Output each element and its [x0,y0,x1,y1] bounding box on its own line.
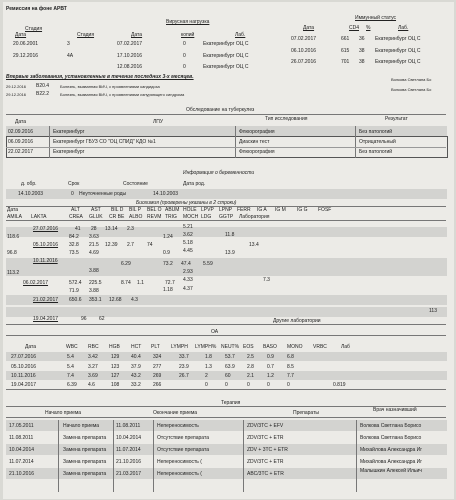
pregnancy-date: 14.10.2003 [18,191,44,197]
oa-col-date: Дата [25,344,37,350]
pregnancy-term: 0 [71,191,74,197]
biochem-value: 21.5 [89,242,99,248]
pregnancy-state: Неуточненные роды [79,191,127,197]
tb-lpu-header: ЛПУ [153,119,164,125]
biochem-col-moch: MOCH [183,214,199,220]
oa-cell: 60 [225,373,231,379]
oa-cell: 0 [267,382,270,388]
biochem-value: 3.88 [89,268,99,274]
viral-load-title: Вирусная нагрузка [166,19,210,25]
biochem-title: Биохимия (проверены указаны в 2 строки) [136,200,237,206]
viral-load-lab: Екатеринбург ОЦ С [203,64,249,70]
stage-header: Стадия [25,26,43,32]
oa-cell: 0.819 [333,382,346,388]
pregnancy-birth-header: Дата род. [183,181,206,187]
biochem-col-trig: TRIG [165,214,177,220]
biochem-value: 74 [147,242,153,248]
medical-record-page [3,2,454,499]
biochem-value: 8.74 [121,280,131,286]
oa-cell: 269 [153,373,162,379]
biochem-col-date: Дата [7,207,19,213]
pregnancy-date-header: д. обр. [21,181,37,187]
oa-cell: 8.5 [287,364,294,370]
tb-row-date: 06.09.2016 [8,139,34,145]
therapy-start-date: 21.10.2016 [9,471,35,477]
disease-code: B22.2 [36,91,50,97]
immune-cd4: 661 [341,36,350,42]
therapy-doctor: Михайлова Александра Иг [360,459,423,465]
oa-cell: 129 [111,354,120,360]
biochem-row-date: 21.02.2017 [33,297,59,303]
oa-col-mono: MONO [287,344,303,350]
immune-lab-header: Лаб. [398,25,409,31]
oa-col-vrbc: VRBC [313,344,327,350]
other-labs-value: 113 [429,308,437,314]
biochem-col-hole: HOLE [183,207,197,213]
therapy-start-date: 11.08.2011 [9,435,34,441]
biochem-value: 4.3 [131,297,138,303]
biochem-value: 72.7 [165,280,175,286]
therapy-start-reason: Замена препарата [63,471,107,477]
biochem-value: 7.3 [263,277,270,283]
biochem-value: 3.62 [183,232,193,238]
biochem-value: 118.6 [7,234,20,240]
viral-load-date-header: Дата [131,32,143,38]
oa-cell: 127 [111,373,120,379]
oa-col-neut-pct: NEUT% [221,344,240,350]
oa-col-baso: BASO [263,344,277,350]
oa-cell: 37.9 [131,364,141,370]
tb-row-lpu: Екатеринбург [53,149,85,155]
therapy-end-date: 11.08.2011 [116,423,141,429]
tb-row-type: Флюорография [239,149,275,155]
biochem-col-fosf: FOSF [318,207,332,213]
biochem-value: 4.45 [183,248,193,254]
biochem-value: 41 [75,226,81,232]
therapy-end-reason: Непереносимость ( [157,471,202,477]
therapy-doctor: Волкова Светлана Борисо [360,435,422,441]
therapy-doctor-header: Врач назначивший [373,407,417,413]
therapy-start-reason: Замена препарата [63,447,107,453]
oa-cell: 3.42 [88,354,98,360]
therapy-start-reason: Замена препарата [63,459,107,465]
oa-cell: 19.04.2017 [11,382,37,388]
immune-pct-header: % [366,25,371,31]
oa-col-lymph-pct: LYMPH% [195,344,217,350]
biochem-col-lab: Лаборатория [239,214,270,220]
biochem-value: 6.29 [121,261,131,267]
therapy-start-date: 11.07.2014 [9,459,34,465]
oa-cell: 40.4 [131,354,141,360]
oa-cell: 123 [111,364,120,370]
viral-load-date: 17.10.2016 [117,53,143,59]
tb-row-date: 22.02.2017 [8,149,34,155]
biochem-value: 73.5 [69,250,79,256]
remission-date-header: Дата [15,32,27,38]
therapy-doctor: Волкова Светлана Борисо [360,423,422,429]
immune-date: 06.10.2016 [291,48,317,54]
remission-title: Ремиссия на фоне АРВТ [6,6,67,12]
biochem-col-ferr: FERR [237,207,251,213]
immune-pct: 38 [359,59,365,65]
remission-row-date: 29.12.2016 [13,53,39,59]
biochem-value: 5.18 [183,240,193,246]
therapy-doctor: Малышкин Алексей Ильич [360,468,422,474]
biochem-col-igg: IG G [297,207,308,213]
stage-header-2: Стадия [77,32,95,38]
viral-load-copies: 0 [183,53,186,59]
pregnancy-title: Информация о беременности [183,170,255,176]
biochem-row-date: 06.02.2017 [23,280,49,286]
oa-cell: 1.8 [205,354,212,360]
therapy-end-reason: Отсутствие препарата [157,447,209,453]
viral-load-date: 12.08.2016 [117,64,143,70]
biochem-col-lakta: LAKTA [31,214,47,220]
biochem-value: 4.33 [183,277,193,283]
biochem-value: 0.9 [163,250,170,256]
therapy-end-date: 10.04.2014 [116,435,142,441]
oa-cell: 63.9 [225,364,235,370]
therapy-drugs: ZDV/3TC + ETR [247,459,284,465]
disease-date: 29.12.2016 [6,92,27,97]
oa-col-lab: Лаб [341,344,350,350]
immune-status-title: Иммунный статус [355,15,397,21]
therapy-drugs-header: Препараты [293,410,319,416]
biochem-value: 1.18 [163,287,173,293]
biochem-value: 96 [81,316,87,322]
biochem-col-cr-be: CR BE [109,214,125,220]
immune-lab: Екатеринбург ОЦ С [375,59,421,65]
biochem-value: 3.88 [89,288,99,294]
therapy-doctor: Михайлова Александра Иг [360,447,423,453]
oa-col-hgb: HGB [109,344,120,350]
biochem-col-igm: IG M [275,207,286,213]
immune-lab: Екатеринбург ОЦ С [375,48,421,54]
therapy-start-reason: Начало приема [63,423,100,429]
therapy-start-date: 17.05.2011 [9,423,34,429]
biochem-value: 2.93 [183,269,193,275]
oa-cell: 2.1 [247,373,254,379]
therapy-end-header: Окончание приема [153,410,198,416]
biochem-value: 4.69 [89,250,99,256]
biochem-value: 2.7 [127,242,134,248]
diseases-title: Впервые заболевания, установленные в течение последних 3-х месяцев. [6,74,194,80]
biochem-row-date: 27.07.2016 [33,226,59,232]
oa-col-lymph: LYMPH [171,344,188,350]
biochem-value: 1.24 [163,234,173,240]
biochem-value: 650.6 [69,297,82,303]
immune-cd4: 615 [341,48,350,54]
viral-load-copies: 0 [183,64,186,70]
therapy-end-date: 11.07.2014 [116,447,141,453]
immune-cd4: 701 [341,59,350,65]
viral-load-copies: 0 [183,41,186,47]
biochem-col-amila: AMILA [7,214,23,220]
biochem-value: 3.63 [89,234,99,240]
oa-cell: 43.2 [131,373,141,379]
oa-cell: 277 [153,364,162,370]
biochem-value: 572.4 [69,280,82,286]
oa-cell: 53.7 [225,354,235,360]
biochem-value: 4.37 [183,286,193,292]
biochem-value: 5.21 [183,224,193,230]
pregnancy-state-header: Состояние [123,181,148,187]
therapy-drugs: ZDV/3TC + EFV [247,423,284,429]
remission-row-stage: 4А [67,53,74,59]
immune-date-header: Дата [303,25,315,31]
therapy-drugs: ZDV + 3TC + ETR [247,447,288,453]
oa-col-wbc: WBC [66,344,78,350]
therapy-drugs: ABC/3TC + ETR [247,471,284,477]
oa-col-plt: PLT [151,344,160,350]
therapy-end-reason: Непереносимость ( [157,459,202,465]
oa-cell: 0 [247,382,250,388]
biochem-value: 1.1 [137,280,144,286]
oa-cell: 0.7 [267,364,274,370]
biochem-value: 353.1 [89,297,102,303]
oa-cell: 33.2 [131,382,141,388]
biochem-row-date: 05.10.2016 [33,242,59,248]
oa-cell: 0 [287,382,290,388]
tb-row-result: Без патологий [359,149,393,155]
tb-row-type: Флюорография [239,129,275,135]
biochem-value: 13.14 [105,226,118,232]
disease-text: Болезнь, вызванная ВИЧ, с проявлениями изнуряющего синдрома [60,92,185,97]
oa-cell: 1.3 [205,364,212,370]
oa-title: ОА [211,329,219,335]
biochem-col-crea: CREA [69,214,83,220]
biochem-col-lpvp: LPVP [201,207,214,213]
oa-cell: 2.8 [247,364,254,370]
therapy-end-date: 21.10.2016 [116,459,142,465]
tb-result-header: Результат [385,116,408,122]
biochem-value: 113.2 [7,270,20,276]
viral-load-copies-header: копий [181,32,195,38]
biochem-value: 13.4 [249,242,259,248]
oa-cell: 10.11.2016 [11,373,36,379]
oa-cell: 7.7 [287,373,294,379]
oa-col-eos: EOS [243,344,254,350]
biochem-value: 62 [99,316,105,322]
therapy-end-reason: Отсутствие препарата [157,435,209,441]
biochem-col-albo: ALBO [129,214,143,220]
therapy-start-reason: Замена препарата [63,435,107,441]
oa-cell: 05.10.2016 [11,364,37,370]
oa-cell: 26.7 [179,373,189,379]
oa-cell: 3.27 [88,364,98,370]
biochem-col-abum: ABUM [165,207,180,213]
biochem-value: 11.8 [225,232,235,238]
biochem-value: 71.9 [69,288,79,294]
oa-cell: 27.07.2016 [11,354,37,360]
disease-text: Болезнь, вызванная ВИЧ, с проявлениями кандидоза [60,84,160,89]
disease-doctor: Волкова Светлана Бо [391,87,432,92]
therapy-start-header: Начало приема [45,410,82,416]
biochem-row-date: 10.11.2016 [33,258,58,264]
oa-cell: 4.6 [88,382,95,388]
disease-doctor: Волкова Светлана Бо [391,77,432,82]
oa-cell: 5.4 [67,364,74,370]
oa-cell: 6.39 [67,382,77,388]
immune-date: 26.07.2016 [291,59,317,65]
oa-cell: 6.8 [287,354,294,360]
tb-row-type: Диаскин тест [239,139,270,145]
tb-title: Обследование на туберкулез [186,107,255,113]
biochem-col-gluk: GLUK [89,214,103,220]
biochem-row-date: 19.04.2017 [33,316,59,322]
oa-cell: 0 [225,382,228,388]
therapy-drugs: ZDV/3TC + ETR [247,435,284,441]
oa-cell: 0 [205,382,208,388]
biochem-col-bil-p: BIL P [129,207,142,213]
biochem-value: 47.4 [181,261,191,267]
immune-cd4-header: CD4 [349,25,360,31]
oa-cell: 7.4 [67,373,74,379]
remission-row-date: 20.06.2001 [13,41,39,47]
biochem-value: 5.59 [203,261,213,267]
tb-row-result: Отрицательный [359,139,396,145]
viral-load-lab: Екатеринбург ОЦ С [203,53,249,59]
therapy-title: Терапия [221,400,241,406]
tb-type-header: Тип исследования [265,116,308,122]
oa-cell: 3.69 [88,373,98,379]
biochem-value: 12.39 [105,242,118,248]
biochem-value: 73.2 [163,261,173,267]
viral-load-lab-header: Лаб. [235,32,246,38]
disease-date: 29.12.2016 [6,84,27,89]
disease-code: B20.4 [36,83,50,89]
immune-date: 07.02.2017 [291,36,317,42]
biochem-value: 225.5 [89,280,102,286]
immune-lab: Екатеринбург ОЦ С [375,36,421,42]
therapy-start-date: 10.04.2014 [9,447,35,453]
oa-col-hct: HCT [131,344,142,350]
oa-cell: 33.7 [179,354,189,360]
tb-row-lpu: Екатеринбург [53,129,85,135]
immune-pct: 38 [359,48,365,54]
oa-cell: 23.9 [179,364,189,370]
therapy-end-reason: Непереносимость [157,423,199,429]
oa-cell: 324 [153,354,162,360]
viral-load-date: 07.02.2017 [117,41,143,47]
biochem-value: 28 [91,226,97,232]
pregnancy-term-header: Срок [68,181,80,187]
biochem-value: 96.8 [7,250,17,256]
biochem-col-ldg: LDG [201,214,212,220]
biochem-col-ggtp: GGTP [219,214,234,220]
biochem-col-iga: IG A [257,207,267,213]
biochem-col-bil-d: BIL D [111,207,124,213]
oa-cell: 108 [111,382,120,388]
viral-load-lab: Екатеринбург ОЦ С [203,41,249,47]
pregnancy-birth: 14.10.2003 [153,191,179,197]
immune-pct: 36 [359,36,365,42]
oa-col-rbc: RBC [88,344,99,350]
biochem-value: 2.3 [127,226,134,232]
oa-cell: 2.5 [247,354,254,360]
biochem-value: 13.9 [225,250,235,256]
oa-cell: 0.9 [267,354,274,360]
oa-cell: 2 [205,373,208,379]
biochem-value: 12.68 [109,297,122,303]
tb-row-date: 02.09.2016 [8,129,34,135]
oa-cell: 266 [153,382,162,388]
biochem-col-ast: AST [91,207,101,213]
oa-cell: 5.4 [67,354,74,360]
remission-row-stage: 3 [67,41,70,47]
therapy-end-date: 21.03.2017 [116,471,142,477]
biochem-col-revm: REVM [147,214,162,220]
tb-date-header: Дата [15,119,27,125]
biochem-value: 32.8 [69,242,79,248]
biochem-col-bel-o: BEL O [147,207,162,213]
biochem-value: 84.2 [69,234,79,240]
other-labs-label: Другие лаборатории [273,318,321,324]
tb-row-lpu: Екатеринбург ГБУЗ СО "ОЦ СПИД" КДО №1 [53,139,156,145]
biochem-col-alt: ALT [71,207,80,213]
tb-row-result: Без патологий [359,129,393,135]
biochem-col-lpnp: LPNP [219,207,233,213]
oa-cell: 1.2 [267,373,274,379]
